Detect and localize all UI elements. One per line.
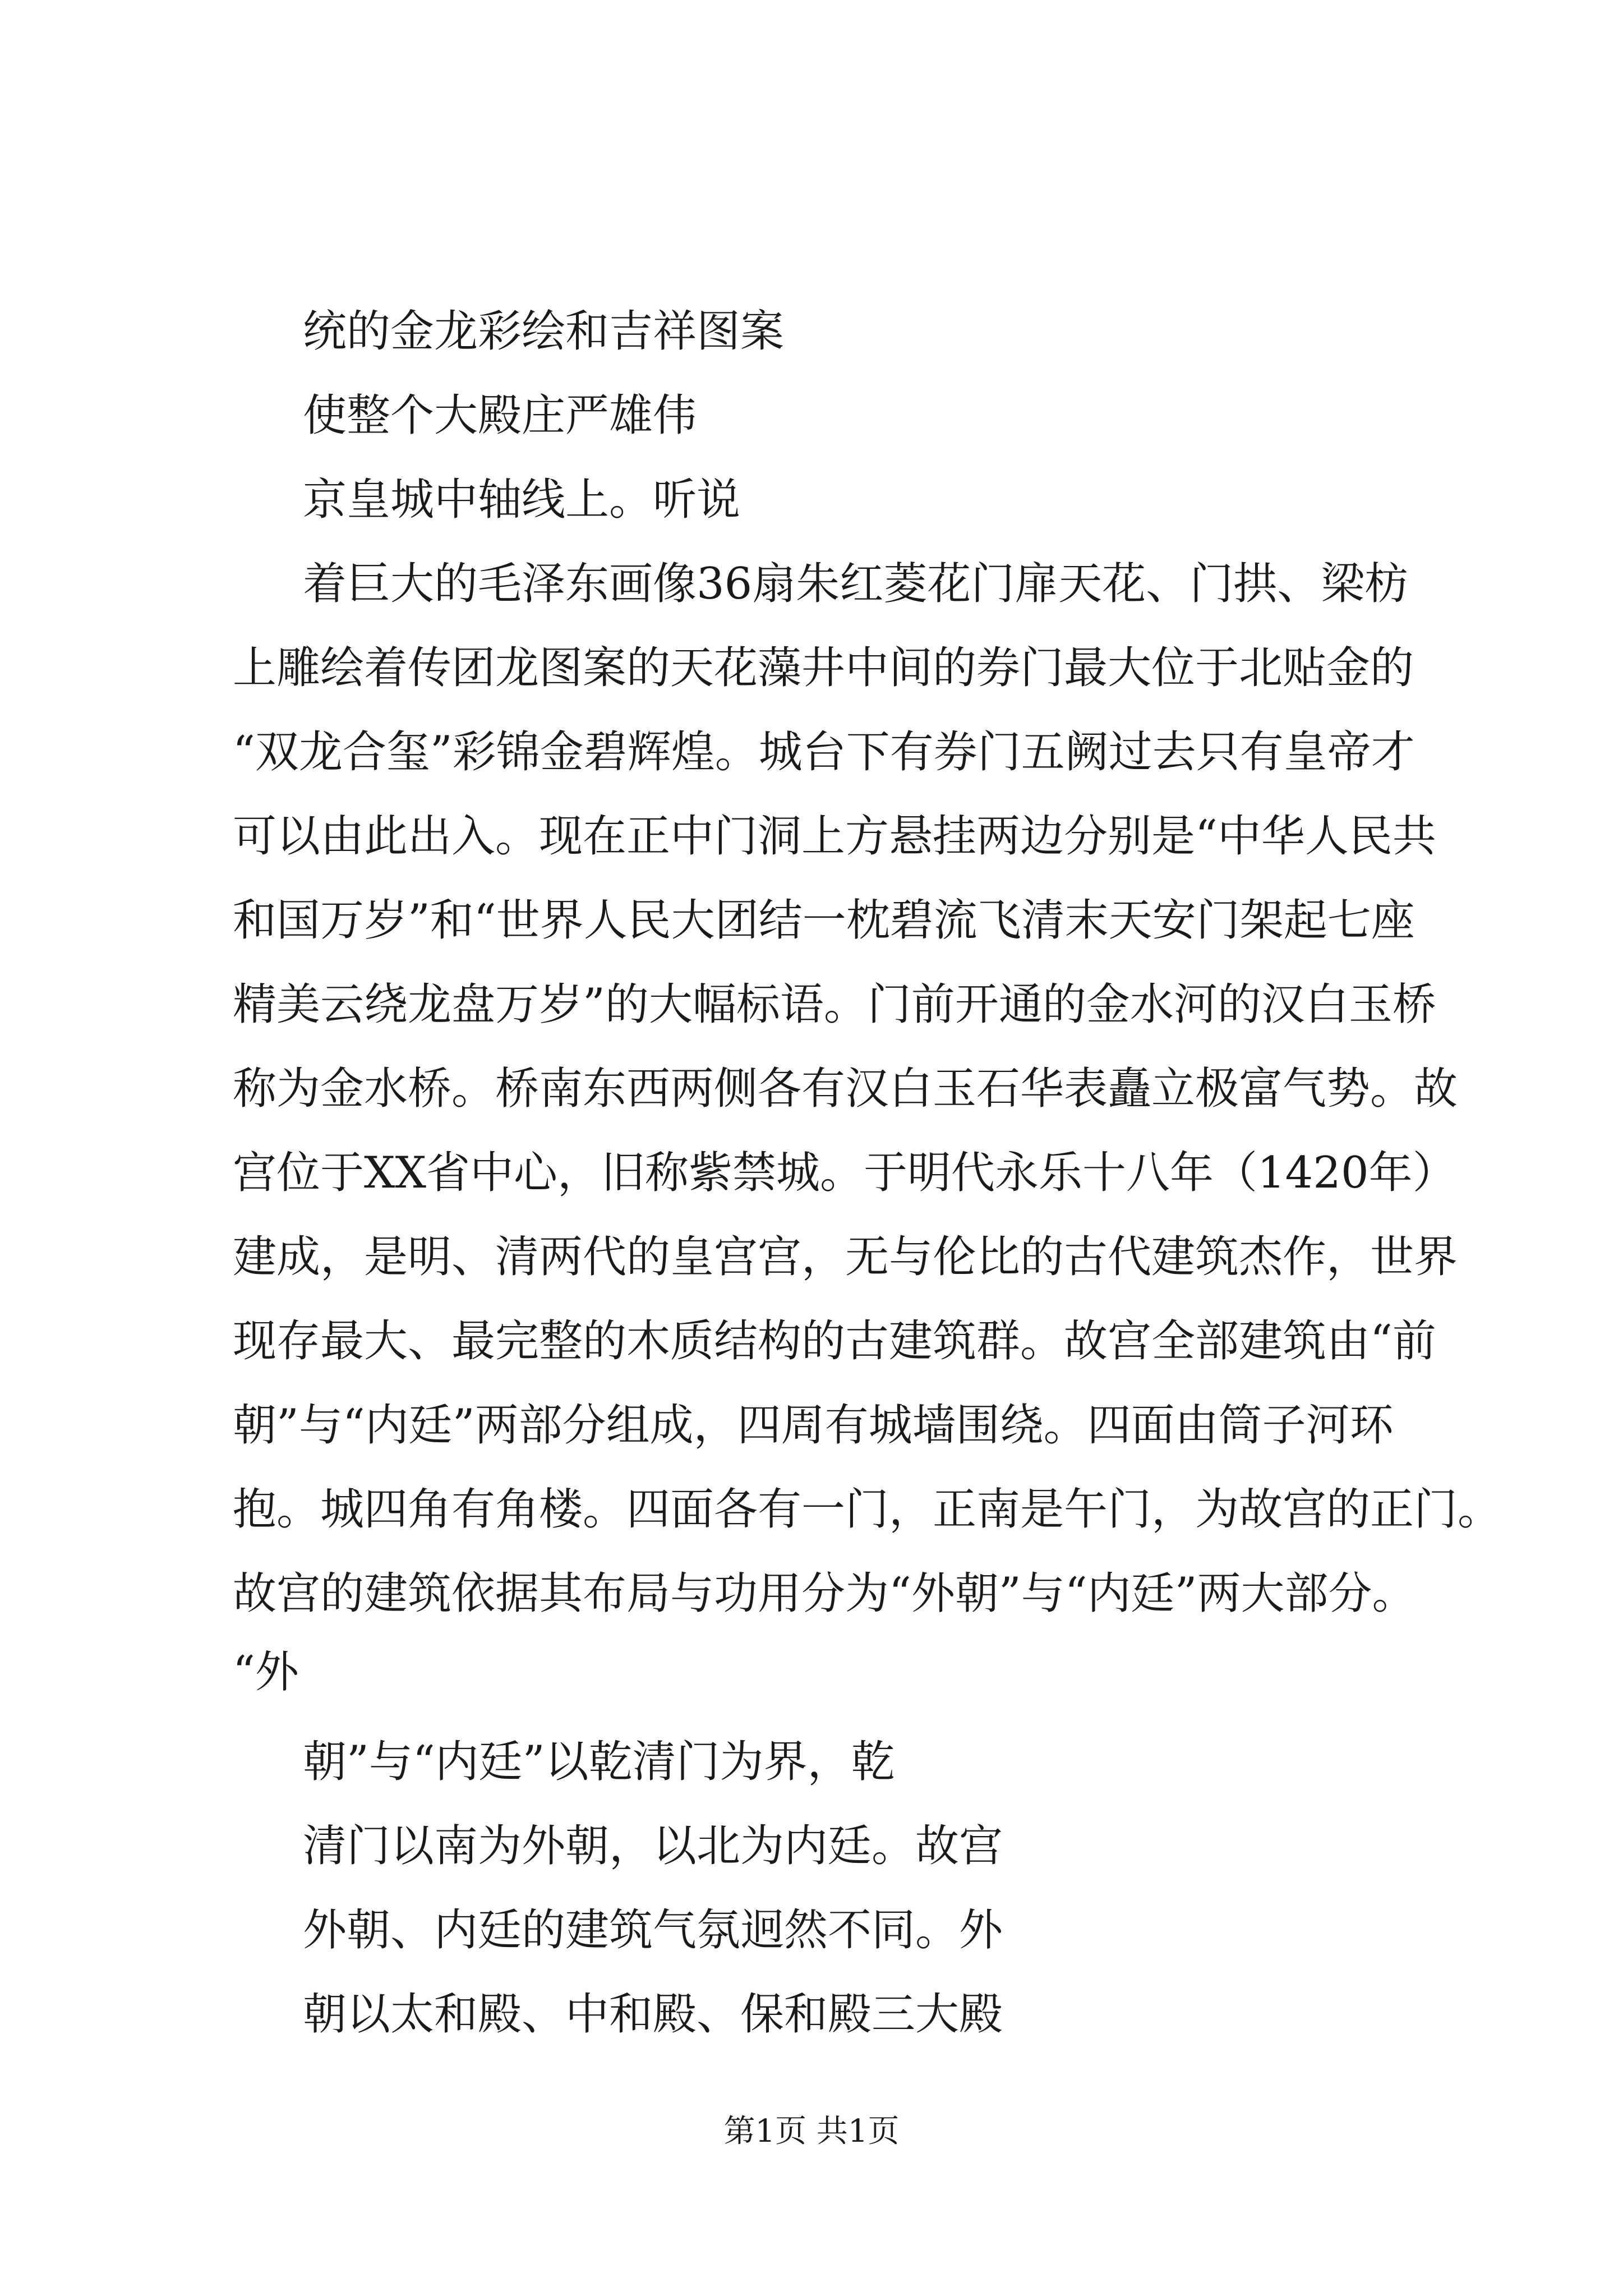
paragraph-line: 宫位于XX省中心，旧称紫禁城。于明代永乐十八年（1420年） (233, 1148, 1456, 1198)
paragraph-line: “外 (233, 1647, 299, 1697)
text-line: 京皇城中轴线上。听说 (303, 475, 741, 525)
paragraph-line: 称为金水桥。桥南东西两侧各有汉白玉石华表矗立极富气势。故 (233, 1064, 1458, 1114)
text-line: 朝以太和殿、中和殿、保和殿三大殿 (303, 1989, 1003, 2040)
paragraph-line: 抱。城四角有角楼。四面各有一门，正南是午门，为故宫的正门。 (233, 1484, 1502, 1535)
text-line: 清门以南为外朝，以北为内廷。故宫 (303, 1821, 1003, 1871)
page-number-footer: 第1页 共1页 (723, 2113, 900, 2150)
paragraph-line: 着巨大的毛泽东画像36扇朱红菱花门扉天花、门拱、梁枋 (303, 559, 1409, 609)
paragraph-line: 和国万岁”和“世界人民大团结一枕碧流飞清末天安门架起七座 (233, 895, 1415, 946)
text-line: 外朝、内廷的建筑气氛迥然不同。外 (303, 1905, 1003, 1955)
paragraph-line: 上雕绘着传团龙图案的天花藻井中间的券门最大位于北贴金的 (233, 643, 1414, 693)
text-line: 使整个大殿庄严雄伟 (303, 390, 697, 441)
paragraph-line: “双龙合玺”彩锦金碧辉煌。城台下有券门五阙过去只有皇帝才 (233, 727, 1415, 777)
text-line: 朝”与“内廷”以乾清门为界，乾 (303, 1737, 895, 1787)
paragraph-line: 现存最大、最完整的木质结构的古建筑群。故宫全部建筑由“前 (233, 1316, 1436, 1366)
paragraph-line: 精美云绕龙盘万岁”的大幅标语。门前开通的金水河的汉白玉桥 (233, 979, 1436, 1030)
text-line: 统的金龙彩绘和吉祥图案 (303, 306, 785, 357)
paragraph-line: 可以由此出入。现在正中门洞上方悬挂两边分别是“中华人民共 (233, 811, 1436, 862)
paragraph-line: 故宫的建筑依据其布局与功用分为“外朝”与“内廷”两大部分。 (233, 1568, 1416, 1619)
paragraph-line: 建成，是明、清两代的皇宫宫，无与伦比的古代建筑杰作，世界 (233, 1232, 1458, 1282)
paragraph-line: 朝”与“内廷”两部分组成，四周有城墙围绕。四面由筒子河环 (233, 1400, 1394, 1451)
